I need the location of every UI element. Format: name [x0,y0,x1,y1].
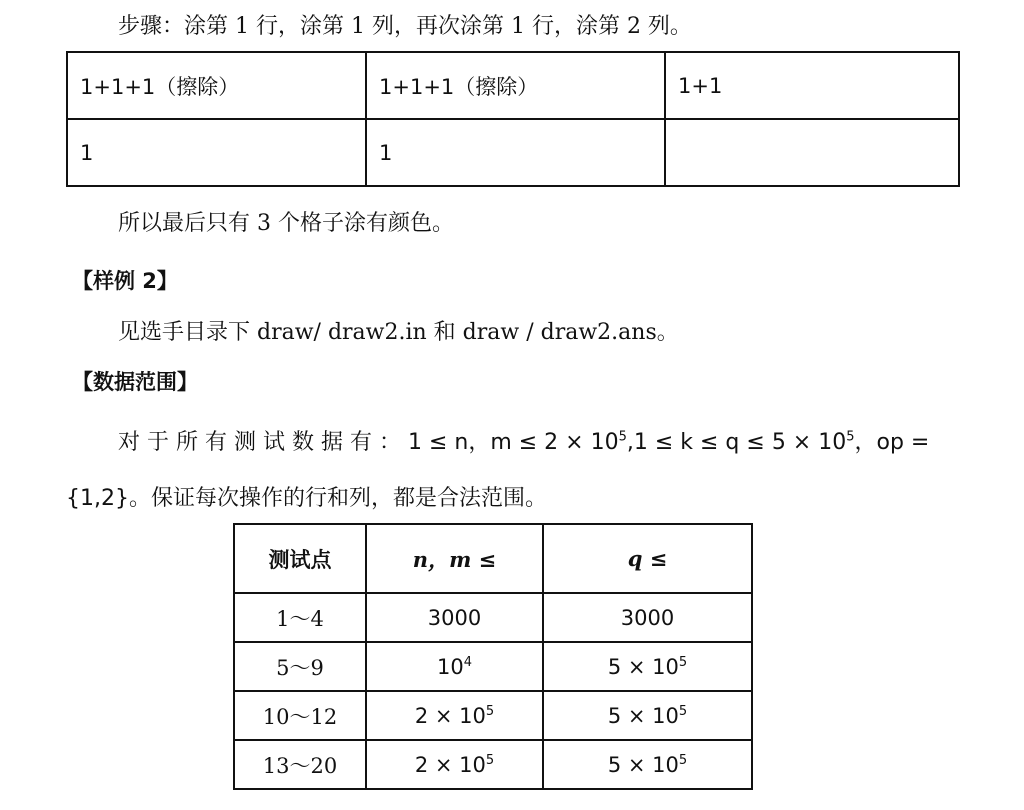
table-row [234,740,752,789]
range-table [233,523,753,790]
range-line2-text: 。保证每次操作的行和列，都是合法范围。 [128,486,547,511]
cell-point: 13～20 [234,740,366,789]
data-range-line1 [118,429,930,455]
range-math-nm: 1 ≤ n，$m \le 2 \times 10^5$ [407,429,627,455]
steps-text: 步骤：涂第 1 行，涂第 1 列，再次涂第 1 行，涂第 2 列。 [118,14,692,39]
table-header-row [234,524,752,593]
header-test-point: 测试点 [234,524,366,593]
data-range-heading: 【数据范围】 [72,370,198,394]
range-math-op: ，op = [854,430,930,455]
grid-cell: 1+1+1（擦除） [67,52,366,119]
table-row [67,119,959,186]
cell-point: 1～4 [234,593,366,642]
grid-cell: 1+1+1（擦除） [366,52,665,119]
cell-point: 10～12 [234,691,366,740]
cell-q: $5 \times 10^5$ [543,642,752,691]
conclusion-text: 所以最后只有 3 个格子涂有颜色。 [118,211,454,236]
cell-nm: $2 \times 10^5$ [366,691,543,740]
header-q: q ≤ [543,524,752,593]
data-range-line2 [66,488,547,510]
table-row [234,642,752,691]
cell-nm: 3000 [366,593,543,642]
cell-nm: $2 \times 10^5$ [366,740,543,789]
sample2-heading: 【样例 2】 [72,269,178,293]
range-math-kq: $,1 \le k \le q \le 5 \times 10^5$ [626,429,855,455]
table-row [234,593,752,642]
grid-cell: 1 [67,119,366,186]
cell-point: 5～9 [234,642,366,691]
grid-cell: 1 [366,119,665,186]
grid-cell [665,119,959,186]
sample2-text: 见选手目录下 draw/ draw2.in 和 draw / draw2.ans。 [118,320,679,345]
cell-q: 3000 [543,593,752,642]
range-op-set: {1,2} [66,486,129,511]
cell-q: $5 \times 10^5$ [543,740,752,789]
grid-table [66,51,960,187]
cell-q: $5 \times 10^5$ [543,691,752,740]
table-row [234,691,752,740]
table-row [67,52,959,119]
header-nm: n，m ≤ [366,524,543,593]
cell-nm: $10^4$ [366,642,543,691]
grid-cell: 1+1 [665,52,959,119]
range-line1-prefix: 对 于 所 有 测 试 数 据 有 ： [118,430,401,455]
